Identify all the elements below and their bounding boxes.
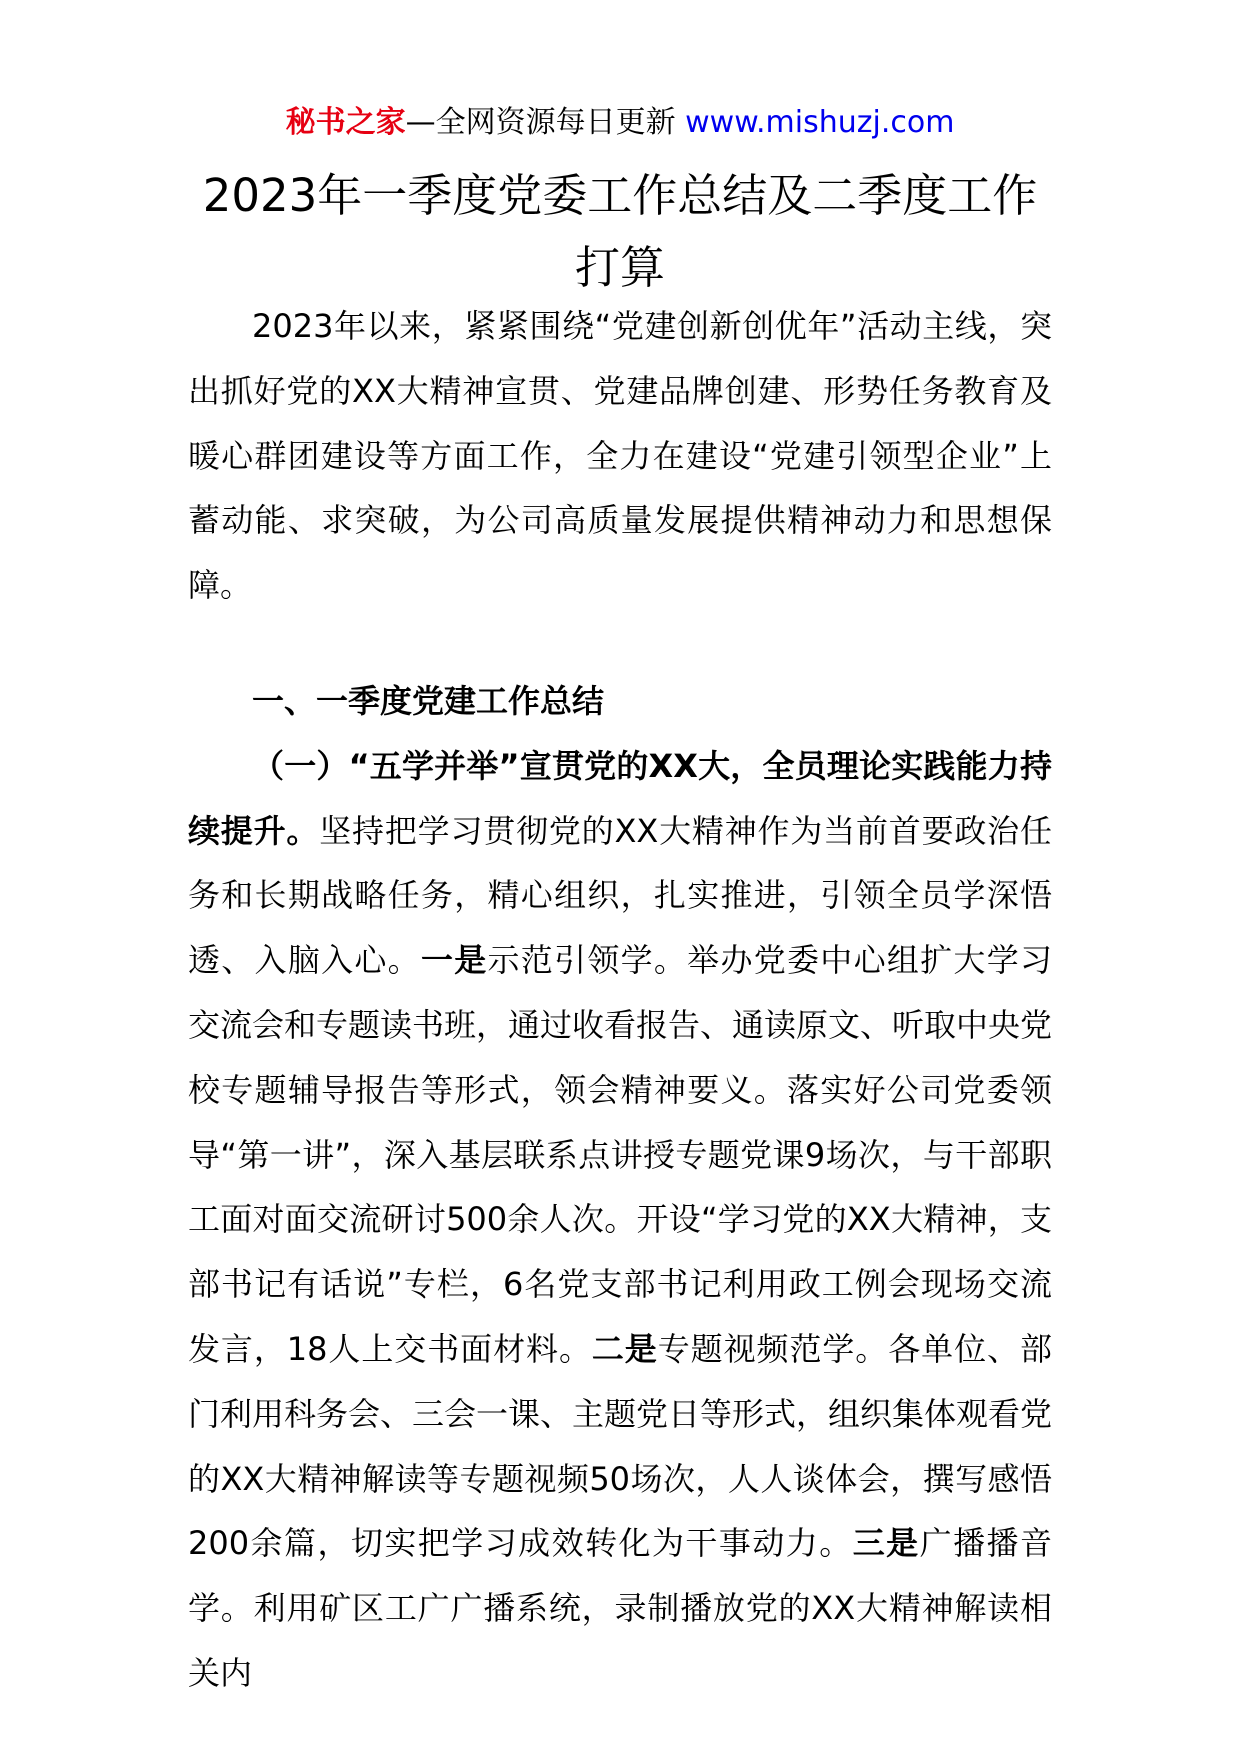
point-marker-2: 二是 <box>591 1329 658 1368</box>
paragraph-spacer <box>188 618 1052 669</box>
title-line-2: 打算 <box>574 241 665 294</box>
subsection-paragraph-1 <box>188 734 1052 1706</box>
point-marker-1: 一是 <box>420 941 488 980</box>
title-line-1: 2023年一季度党委工作总结及二季度工作 <box>202 169 1038 222</box>
document-body <box>188 294 1052 1706</box>
paragraph-text: 专题视频范学。各单位、部门利用科务会、三会一课、主题党日等形式，组织集体观看党的XX大精神解读等专题视频50场次，人人谈体会，撰写感悟200余篇，切实把学习成效转化为干事动力。 <box>188 1329 1053 1563</box>
paragraph-text: 坚持把学习贯彻党的XX大精神作为当前首要政治任务和长期战略任务，精心组织，扎实推进，引领全员学深悟透、入脑入心。 <box>188 811 1052 980</box>
subsection-heading-1: （一）“五学并举”宣贯党的XX大，全员理论实践能力持续提升。 <box>188 746 1052 850</box>
header-tagline: —全网资源每日更新 <box>405 105 686 140</box>
document-title <box>150 160 1090 304</box>
paragraph-text: 示范引领学。举办党委中心组扩大学习交流会和专题读书班，通过收看报告、通读原文、听取中央党校专题辅导报告等形式，领会精神要义。落实好公司党委领导“第一讲”，深入基层联系点讲授专题党课9场次，与干部职工面对面交流研讨500余人次。开设“学习党的XX大精神，支部书记有话说”专栏，6名党支部书记利用政工例会现场交流发言，18人上交书面材料。 <box>188 941 1053 1368</box>
intro-paragraph: 2023年以来，紧紧围绕“党建创新创优年”活动主线，突出抓好党的XX大精神宣贯、党建品牌创建、形势任务教育及暖心群团建设等方面工作，全力在建设“党建引领型企业”上蓄动能、求突破，为公司高质量发展提供精神动力和思想保障。 <box>188 307 1052 605</box>
site-url-link[interactable]: www.mishuzj.com <box>685 105 955 140</box>
paragraph-text: 广播播音学。利用矿区工广广播系统，录制播放党的XX大精神解读相关内 <box>188 1524 1052 1692</box>
site-header <box>0 100 1240 146</box>
section-heading-1: 一、一季度党建工作总结 <box>252 681 605 720</box>
point-marker-3: 三是 <box>852 1524 920 1563</box>
brand-name: 秘书之家 <box>285 105 406 140</box>
